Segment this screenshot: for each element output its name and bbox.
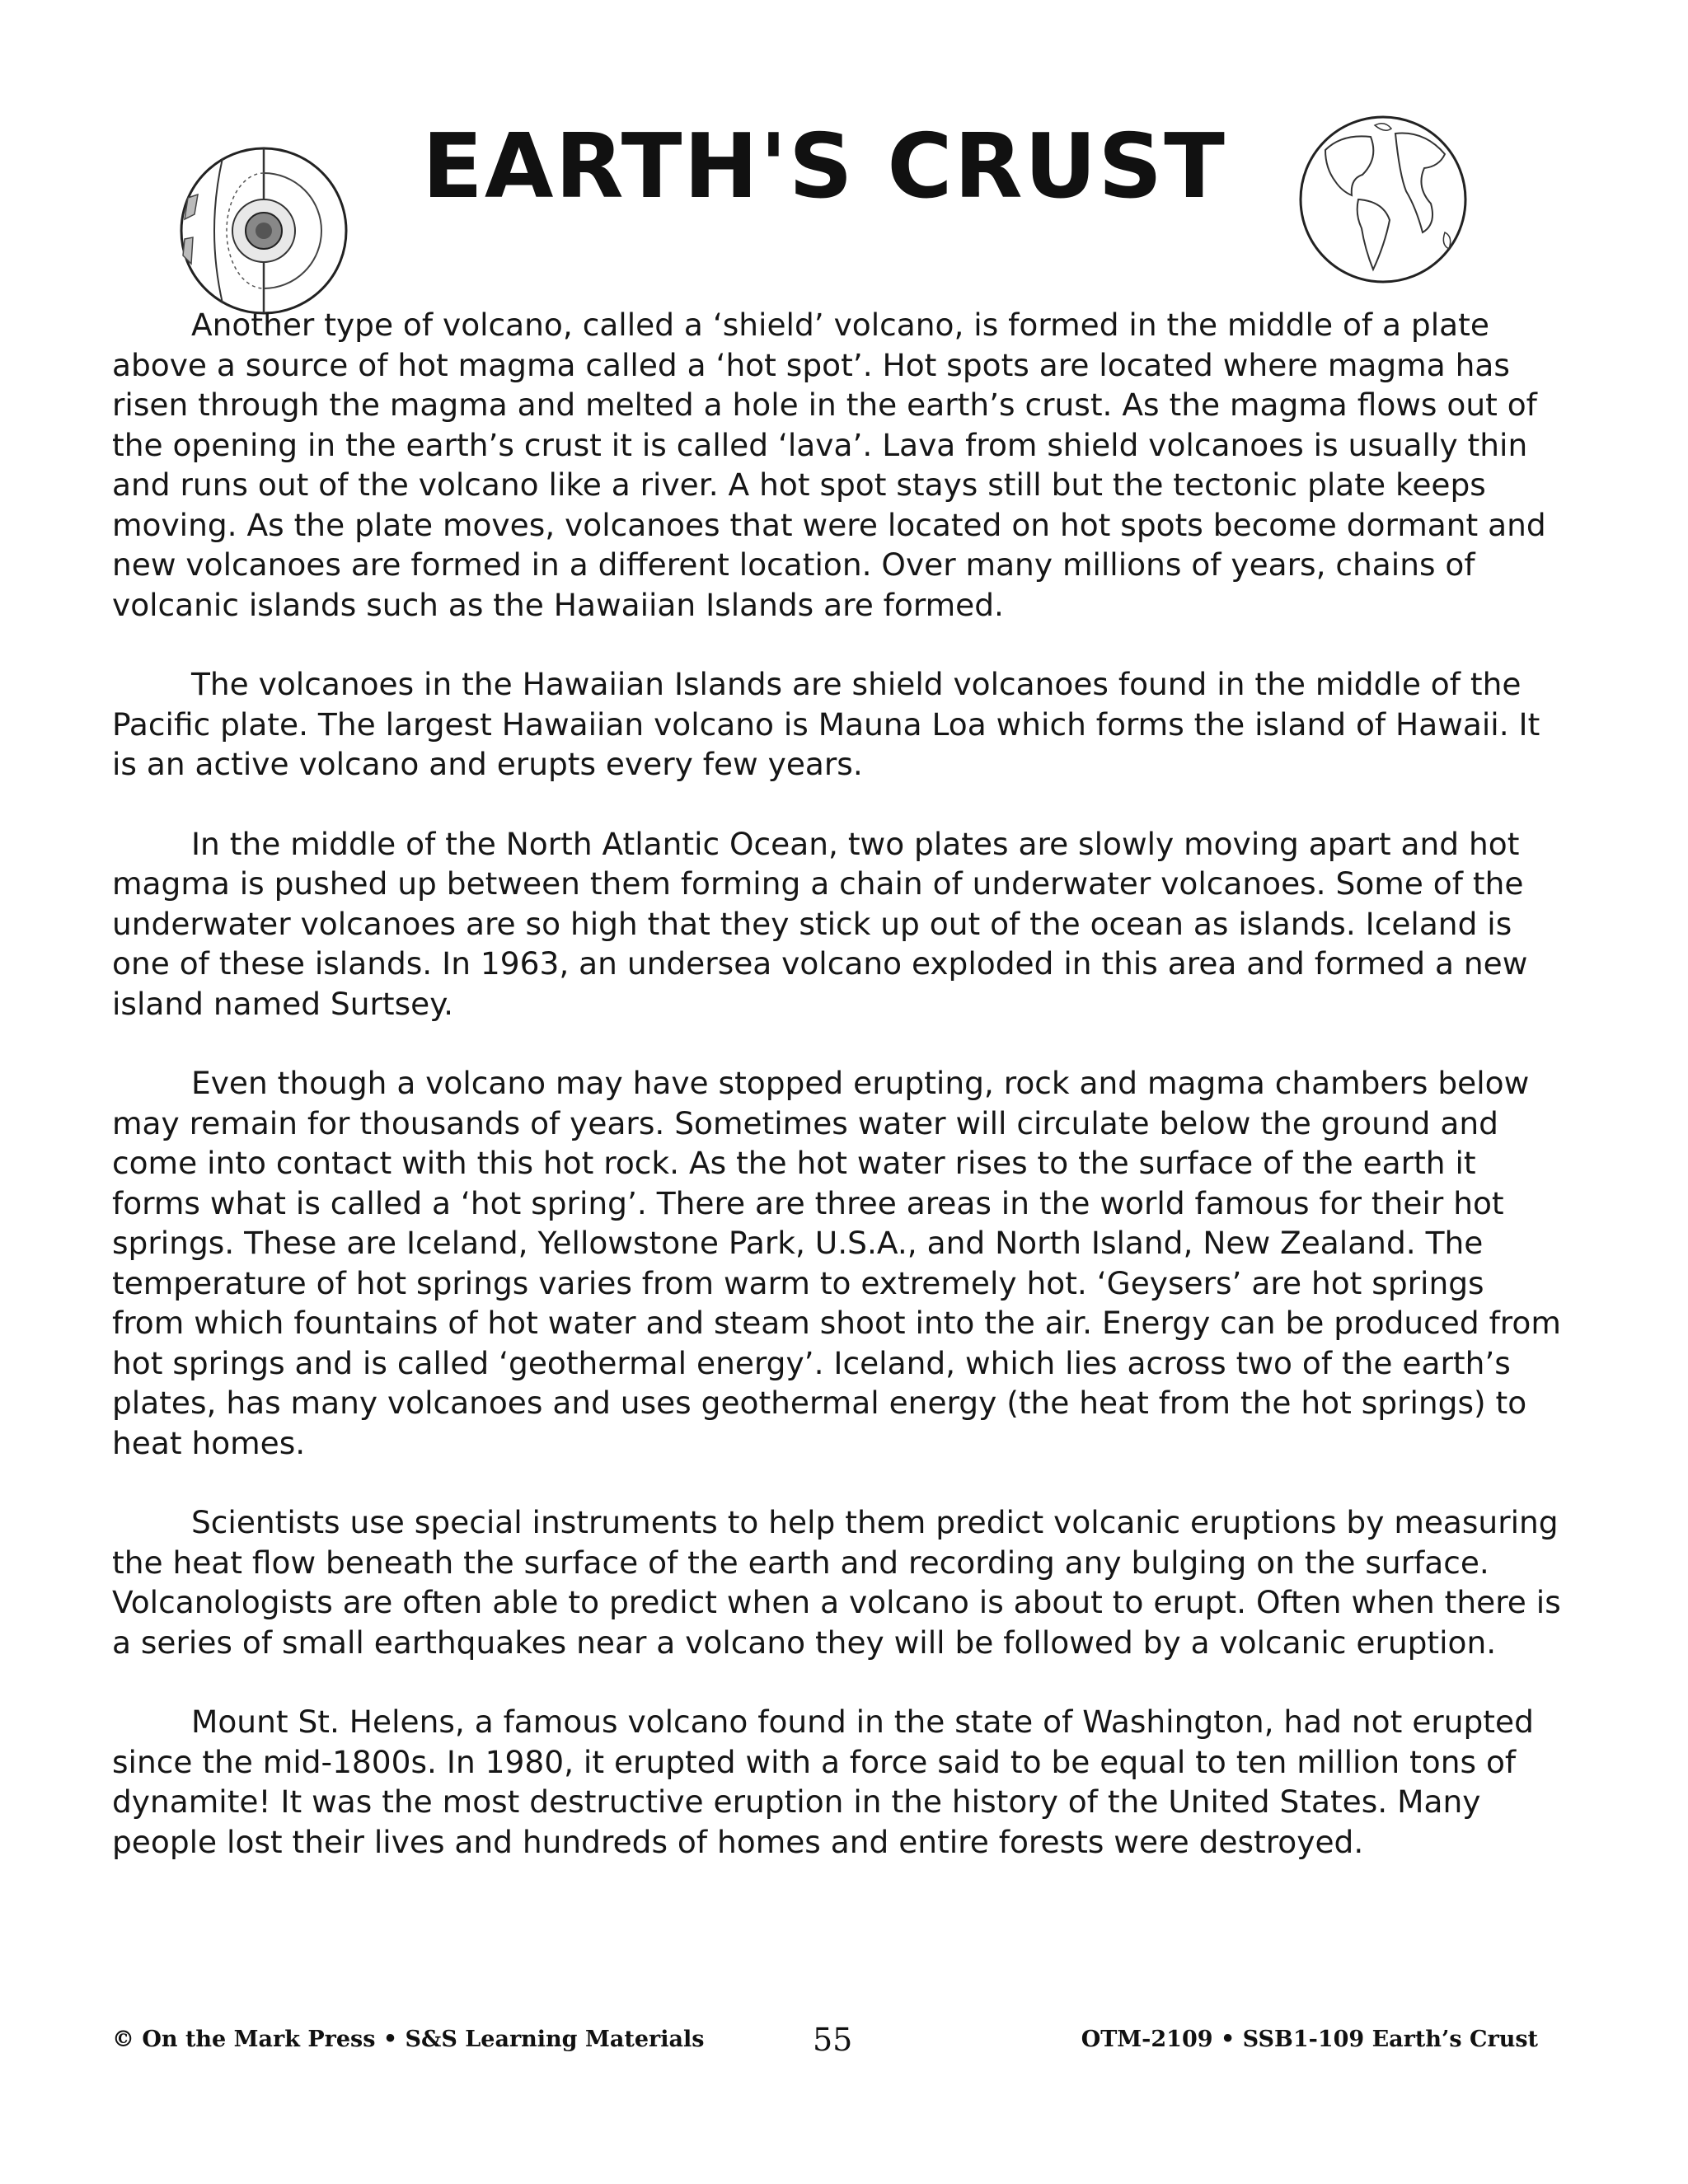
page-title: EARTH'S CRUST bbox=[422, 115, 1226, 218]
page-number: 55 bbox=[813, 2022, 853, 2058]
paragraph-hawaiian-islands: The volcanoes in the Hawaiian Islands are shield volcanoes found in the middle of the Pacific plate. The largest Hawaiian volcano is Mauna Loa which forms the island of Hawaii. It is an active volcano and erupts every few years. bbox=[112, 666, 1540, 782]
paragraph-mount-st-helens: Mount St. Helens, a famous volcano found in the state of Washington, had not erupted since the mid-1800s. In 1980, it erupted with a force said to be equal to ten million tons of dynamite! It was the most destructive eruption in the history of the United States. Many people lost their lives and hundreds of homes and entire forests were destroyed. bbox=[112, 1704, 1534, 1860]
globe-icon bbox=[1292, 109, 1474, 290]
article-body bbox=[112, 305, 1563, 1901]
paragraph-shield-volcanoes: Another type of volcano, called a ‘shield’ volcano, is formed in the middle of a plate above a source of hot magma called a ‘hot spot’. Hot spots are located where magma has risen through the magma and melted a hole in the earth’s crust. As the magma flows out of the opening in the earth’s crust it is called ‘lava’. Lava from shield volcanoes is usually thin and runs out of the volcano like a river. A hot spot stays still but the tectonic plate keeps moving. As the plate moves, volcanoes that were located on hot spots become dormant and new volcanoes are formed in a different location. Over many millions of years, chains of volcanic islands such as the Hawaiian Islands are formed. bbox=[112, 307, 1546, 623]
footer-publisher: © On the Mark Press • S&S Learning Materials bbox=[112, 2027, 705, 2052]
page-footer bbox=[112, 2023, 1538, 2064]
earth-layers-cross-section-icon bbox=[173, 140, 354, 321]
paragraph-predicting-eruptions: Scientists use special instruments to help them predict volcanic eruptions by measuring the heat flow beneath the surface of the earth and recording any bulging on the surface. Volcanologists are often able to predict when a volcano is about to erupt. Often when there is a series of small earthquakes near a volcano they will be followed by a volcanic eruption. bbox=[112, 1504, 1561, 1661]
page-header bbox=[0, 99, 1688, 288]
paragraph-hot-springs: Even though a volcano may have stopped erupting, rock and magma chambers below may remain for thousands of years. Sometimes water will circulate below the ground and come into contact with this hot rock. As the hot water rises to the surface of the earth it forms what is called a ‘hot spring’. There are three areas in the world famous for their hot springs. These are Iceland, Yellowstone Park, U.S.A., and North Island, New Zealand. The temperature of hot springs varies from warm to extremely hot. ‘Geysers’ are hot springs from which fountains of hot water and steam shoot into the air. Energy can be produced from hot springs and is called ‘geothermal energy’. Iceland, which lies across two of the earth’s plates, has many volcanoes and uses geothermal energy (the heat from the hot springs) to heat homes. bbox=[112, 1065, 1561, 1461]
footer-product-code: OTM-2109 • SSB1-109 Earth’s Crust bbox=[1081, 2027, 1538, 2052]
paragraph-north-atlantic: In the middle of the North Atlantic Ocean, two plates are slowly moving apart and hot magma is pushed up between them forming a chain of underwater volcanoes. Some of the underwater volcanoes are so high that they stick up out of the ocean as islands. Iceland is one of these islands. In 1963, an undersea volcano exploded in this area and formed a new island named Surtsey. bbox=[112, 825, 1528, 1022]
